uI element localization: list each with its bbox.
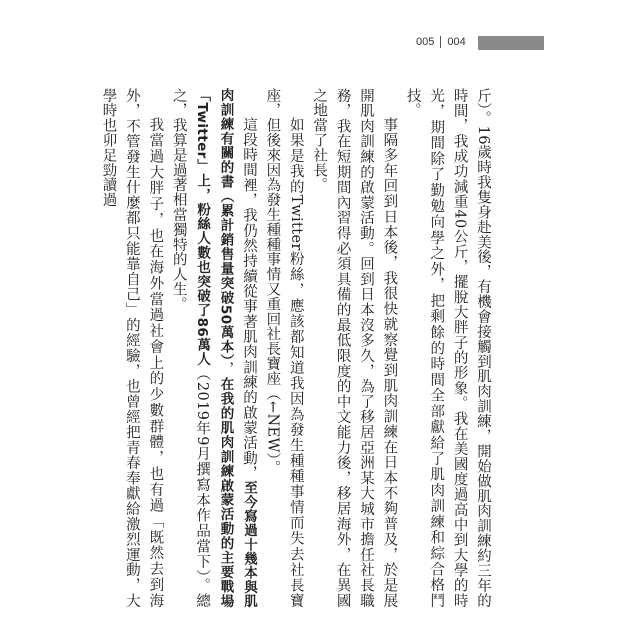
paragraph-4-text-3: （2019年9月撰寫本作品當下）。總之，我算是過著相當獨特的人生。	[170, 88, 211, 608]
paragraph-4-text-2: ，	[217, 361, 234, 378]
paragraph-2: 事隔多年回到日本後，我很快就察覺到肌肉訓練在日本不夠普及，於是展開肌肉訓練的啟蒙活動。回到日本沒多久，為了移居亞洲某大城市擔任社長職務，我在短期間內習得必須具備的最低限度的中文能力後，移居海外，在異國之地當了社長。	[311, 88, 398, 608]
body-text	[100, 88, 494, 608]
header-divider	[440, 36, 441, 48]
page-header	[416, 34, 466, 50]
paragraph-4-bold-1: 至今寫過十幾本與肌肉訓練有關的書（累計銷售量突破50萬本）	[217, 88, 257, 608]
paragraph-4-text-1: 這段時間裡，我仍然持續從事著肌肉訓練的啟蒙活動，	[240, 117, 257, 481]
paragraph-4	[166, 88, 260, 608]
header-bar	[478, 36, 544, 50]
paragraph-4-bold-2: 在我的肌肉訓練啟蒙活動的主要戰場「Twitter」上，粉絲人數也突破了86萬人	[194, 88, 234, 608]
paragraph-5: 我當過大胖子，也在海外當過社會上的少數群體，也有過「既然去到海外，不管發生什麼都只能靠自己」的經驗，也曾經把青春奉獻給激烈運動，大學時也卯足勁讀過	[100, 88, 164, 608]
paragraph-1: 斤）。16歲時我隻身赴美後，有機會接觸到肌肉訓練，開始做肌肉訓練約三年的時間，我成功減重40公斤，擺脫大胖子的形象。我在美國度過高中到大學的時光，期間除了勤勉向學之外，把剩餘的時間全部獻給了肌肉訓練和綜合格鬥技。	[404, 88, 491, 608]
page-number-right: 004	[447, 36, 466, 48]
paragraph-3: 如果是我的Twitter粉絲，應該都知道我因為發生種種事情而失去社長寶座，但後來因為發生種種事情又重回社長寶座（←NEW）。	[264, 88, 304, 608]
page-number-left: 005	[416, 36, 435, 48]
